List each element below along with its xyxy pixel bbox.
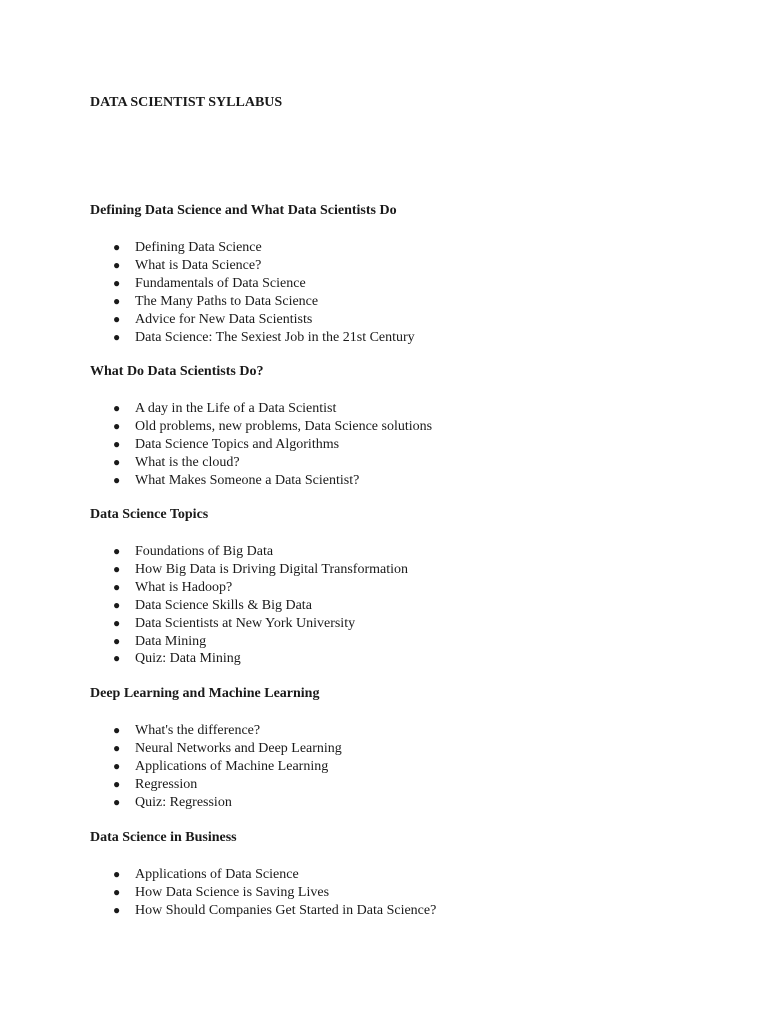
list-item [90,418,730,436]
list-item-text: Applications of Data Science [135,867,299,882]
list-item [90,454,730,472]
bullet-icon: ● [113,579,121,594]
list-item [90,472,730,490]
list-item [90,633,730,651]
bullet-icon: ● [113,794,121,809]
bullet-icon: ● [113,723,121,737]
list-item-text: What is Hadoop? [135,579,233,595]
bullet-icon: ● [113,401,121,415]
list-item-text: Quiz: Data Mining [135,651,241,667]
bullet-icon: ● [113,651,121,666]
list-item-text: Defining Data Science [135,240,262,255]
bullet-icon: ● [113,740,121,755]
list-item-text: What is the cloud? [135,454,240,470]
list-item [90,561,730,579]
list-item [90,400,730,418]
list-item-text: What is Data Science? [135,257,262,273]
bullet-icon: ● [113,867,121,881]
list-item-text: What Makes Someone a Data Scientist? [135,472,360,488]
bullet-icon: ● [113,293,121,308]
list-item [90,615,730,633]
list-item [90,311,730,329]
bullet-icon: ● [113,311,121,326]
list-item-text: Advice for New Data Scientists [135,311,313,327]
list-item [90,794,730,812]
section-data-science-in-business [90,829,730,920]
bullet-icon: ● [113,472,121,487]
bullet-list [90,722,730,812]
bullet-icon: ● [113,561,121,576]
bullet-icon: ● [113,418,121,433]
list-item-text: Data Scientists at New York University [135,615,356,631]
list-item-text: Neural Networks and Deep Learning [135,740,342,756]
list-item-text: Regression [135,776,198,792]
list-item [90,902,730,920]
section-heading: Deep Learning and Machine Learning [90,686,320,701]
list-item [90,579,730,597]
list-item [90,758,730,776]
list-item-text: How Should Companies Get Started in Data Science? [135,902,437,918]
bullet-icon: ● [113,544,121,558]
bullet-list [90,543,730,668]
list-item [90,436,730,454]
list-item-text: Quiz: Regression [135,794,232,810]
bullet-icon: ● [113,776,121,791]
list-item [90,293,730,311]
list-item-text: Applications of Machine Learning [135,758,329,774]
bullet-icon: ● [113,884,121,899]
bullet-icon: ● [113,597,121,612]
list-item [90,866,730,884]
list-item [90,650,730,668]
list-item-text: What's the difference? [135,723,261,738]
bullet-list [90,866,730,920]
list-item [90,722,730,740]
list-item-text: Data Science: The Sexiest Job in the 21st Century [135,329,415,345]
bullet-icon: ● [113,436,121,451]
list-item [90,275,730,293]
list-item-text: A day in the Life of a Data Scientist [135,401,337,416]
bullet-icon: ● [113,329,121,344]
bullet-list [90,239,730,346]
bullet-icon: ● [113,257,121,272]
bullet-icon: ● [113,240,121,254]
bullet-icon: ● [113,902,121,917]
list-item [90,597,730,615]
section-defining-data-science [90,202,730,346]
list-item-text: How Big Data is Driving Digital Transformation [135,561,408,577]
list-item [90,543,730,561]
list-item [90,776,730,794]
list-item-text: Data Mining [135,633,207,649]
section-what-do-data-scientists-do [90,363,730,490]
list-item-text: Foundations of Big Data [135,544,274,559]
list-item-text: Data Science Topics and Algorithms [135,436,340,452]
section-heading: What Do Data Scientists Do? [90,364,264,379]
list-item-text: Old problems, new problems, Data Science solutions [135,418,433,434]
section-heading: Defining Data Science and What Data Scientists Do [90,203,397,218]
bullet-list [90,400,730,490]
list-item [90,257,730,275]
section-heading: Data Science Topics [90,507,209,522]
list-item [90,884,730,902]
bullet-icon: ● [113,275,121,290]
section-heading: Data Science in Business [90,830,237,845]
bullet-icon: ● [113,615,121,630]
bullet-icon: ● [113,758,121,773]
list-item [90,740,730,758]
bullet-icon: ● [113,633,121,648]
section-deep-learning-machine-learning [90,685,730,812]
list-item [90,329,730,347]
list-item-text: How Data Science is Saving Lives [135,884,330,900]
list-item [90,239,730,257]
bullet-icon: ● [113,454,121,469]
list-item-text: Data Science Skills & Big Data [135,597,312,613]
list-item-text: Fundamentals of Data Science [135,275,306,291]
list-item-text: The Many Paths to Data Science [135,293,319,309]
section-data-science-topics [90,506,730,668]
document-title: DATA SCIENTIST SYLLABUS [90,95,283,110]
